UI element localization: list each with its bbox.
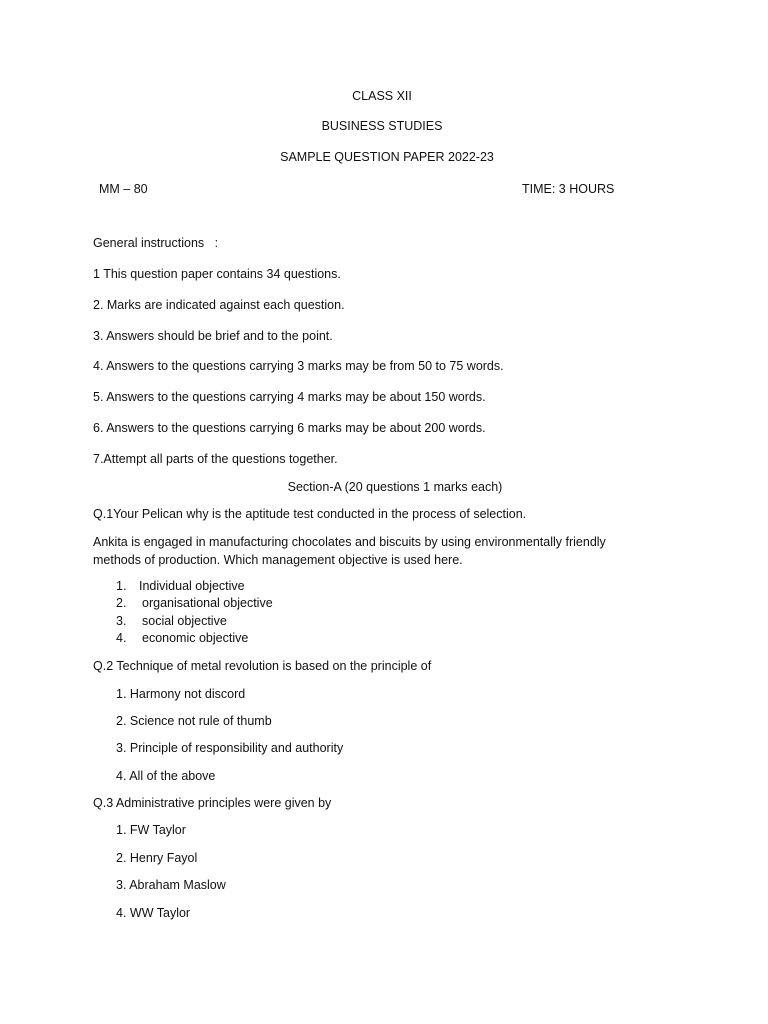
instruction-item: 4. Answers to the questions carrying 3 marks may be from 50 to 75 words. (93, 359, 504, 373)
instruction-item: 7.Attempt all parts of the questions together. (93, 452, 338, 466)
question-1-options (116, 578, 416, 648)
option-text: social objective (142, 613, 227, 628)
option-item (116, 613, 416, 630)
question-1-sub-question: Ankita is engaged in manufacturing chocolates and biscuits by using environmentally friendly methods of production. Which management objective is used here. (93, 535, 606, 567)
max-marks: MM – 80 (99, 182, 148, 196)
option-number: 3. (116, 613, 127, 628)
instruction-item: 1 This question paper contains 34 questions. (93, 267, 341, 281)
instruction-item: 5. Answers to the questions carrying 4 marks may be about 150 words. (93, 390, 486, 404)
option-item: 2. Henry Fayol (116, 851, 198, 865)
option-item: 3. Principle of responsibility and authority (116, 741, 344, 755)
question-3: Q.3 Administrative principles were given by (93, 796, 332, 810)
option-number: 4. (116, 631, 127, 646)
option-item: 4. All of the above (116, 769, 216, 783)
option-item: 1. FW Taylor (116, 823, 186, 837)
time-allowed: TIME: 3 HOURS (522, 182, 615, 196)
class-label: CLASS XII (352, 89, 412, 103)
section-a-heading: Section-A (20 questions 1 marks each) (287, 480, 503, 494)
question-2: Q.2 Technique of metal revolution is based on the principle of (93, 659, 432, 673)
option-item (116, 595, 416, 612)
option-number: 1. (116, 579, 127, 593)
option-text: economic objective (142, 631, 249, 646)
subject-title: BUSINESS STUDIES (321, 119, 443, 133)
option-text: organisational objective (142, 596, 273, 611)
instruction-item: 2. Marks are indicated against each question. (93, 298, 345, 312)
option-item: 2. Science not rule of thumb (116, 714, 272, 728)
option-item (116, 630, 416, 647)
option-item: 1. Harmony not discord (116, 687, 246, 701)
option-item: 4. WW Taylor (116, 906, 191, 920)
instruction-item: 6. Answers to the questions carrying 6 marks may be about 200 words. (93, 421, 486, 435)
instructions-heading: General instructions : (93, 236, 219, 250)
paper-title: SAMPLE QUESTION PAPER 2022-23 (280, 150, 494, 164)
instruction-item: 3. Answers should be brief and to the point. (93, 329, 333, 343)
question-1: Q.1Your Pelican why is the aptitude test conducted in the process of selection. (93, 507, 527, 521)
option-number: 2. (116, 596, 127, 611)
option-item: 3. Abraham Maslow (116, 878, 226, 892)
option-item (116, 578, 416, 595)
option-text: Individual objective (139, 579, 245, 593)
